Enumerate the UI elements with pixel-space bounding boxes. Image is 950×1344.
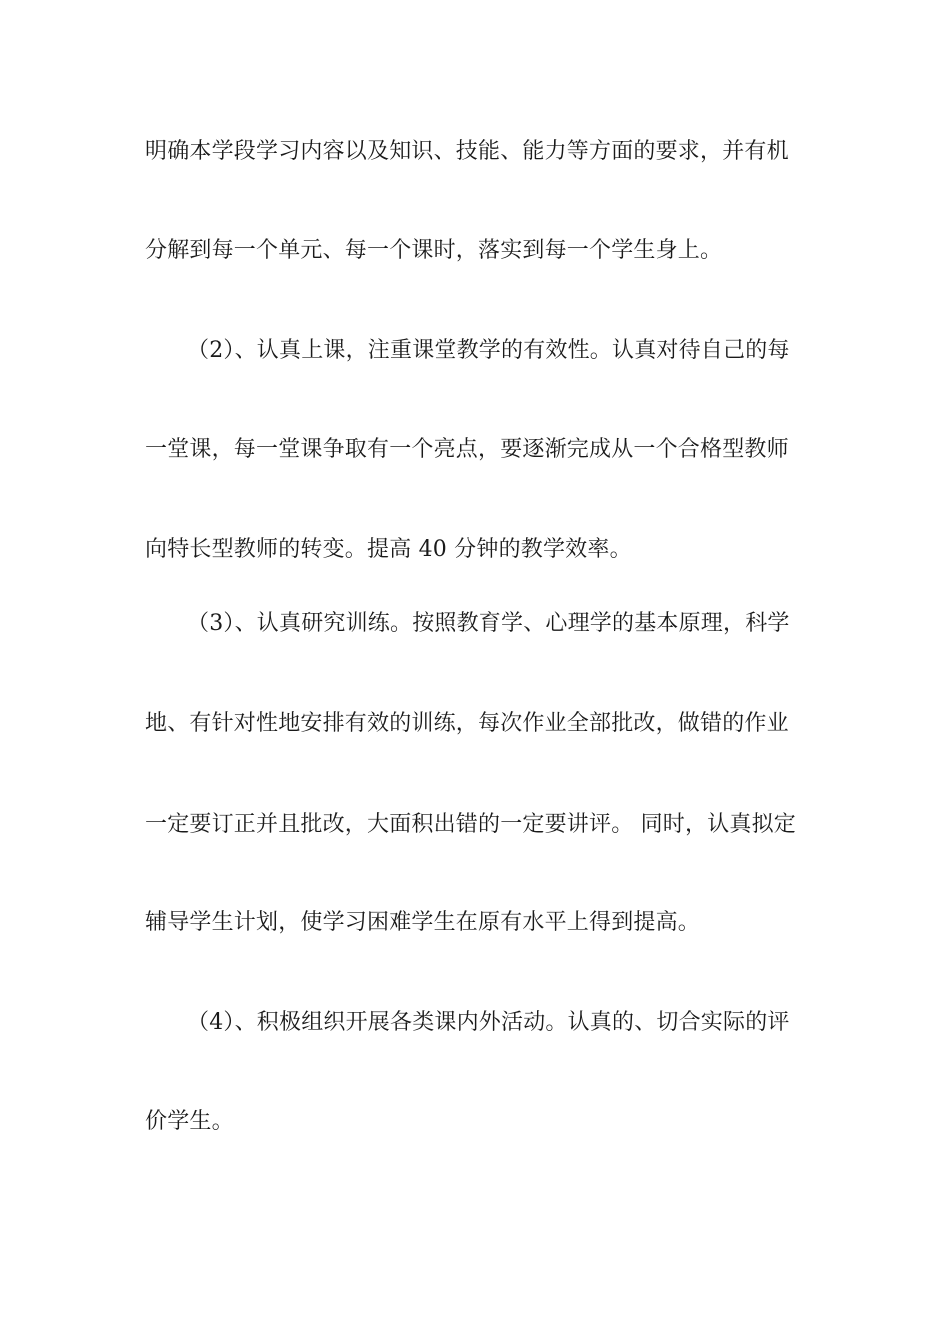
text-line-1: 明确本学段学习内容以及知识、技能、能力等方面的要求，并有机 [145, 139, 789, 164]
paragraph-3-line-3: 一定要订正并且批改，大面积出错的一定要讲评。 同时，认真拟定 [145, 812, 796, 837]
paragraph-2-line-3: 向特长型教师的转变。提高 40 分钟的教学效率。 [145, 537, 632, 562]
paragraph-3-line-4: 辅导学生计划，使学习困难学生在原有水平上得到提高。 [145, 910, 701, 935]
paragraph-4-line-1: （4）、积极组织开展各类课内外活动。认真的、切合实际的评 [187, 1010, 790, 1035]
paragraph-2-line-1: （2）、认真上课，注重课堂教学的有效性。认真对待自己的每 [187, 338, 790, 363]
paragraph-2-line-2: 一堂课，每一堂课争取有一个亮点，要逐渐完成从一个合格型教师 [145, 437, 789, 462]
paragraph-3-line-2: 地、有针对性地安排有效的训练，每次作业全部批改，做错的作业 [145, 711, 789, 736]
paragraph-4-line-2: 价学生。 [145, 1109, 234, 1134]
paragraph-3-line-1: （3）、认真研究训练。按照教育学、心理学的基本原理，科学 [187, 611, 790, 636]
text-line-2: 分解到每一个单元、每一个课时，落实到每一个学生身上。 [145, 238, 723, 263]
